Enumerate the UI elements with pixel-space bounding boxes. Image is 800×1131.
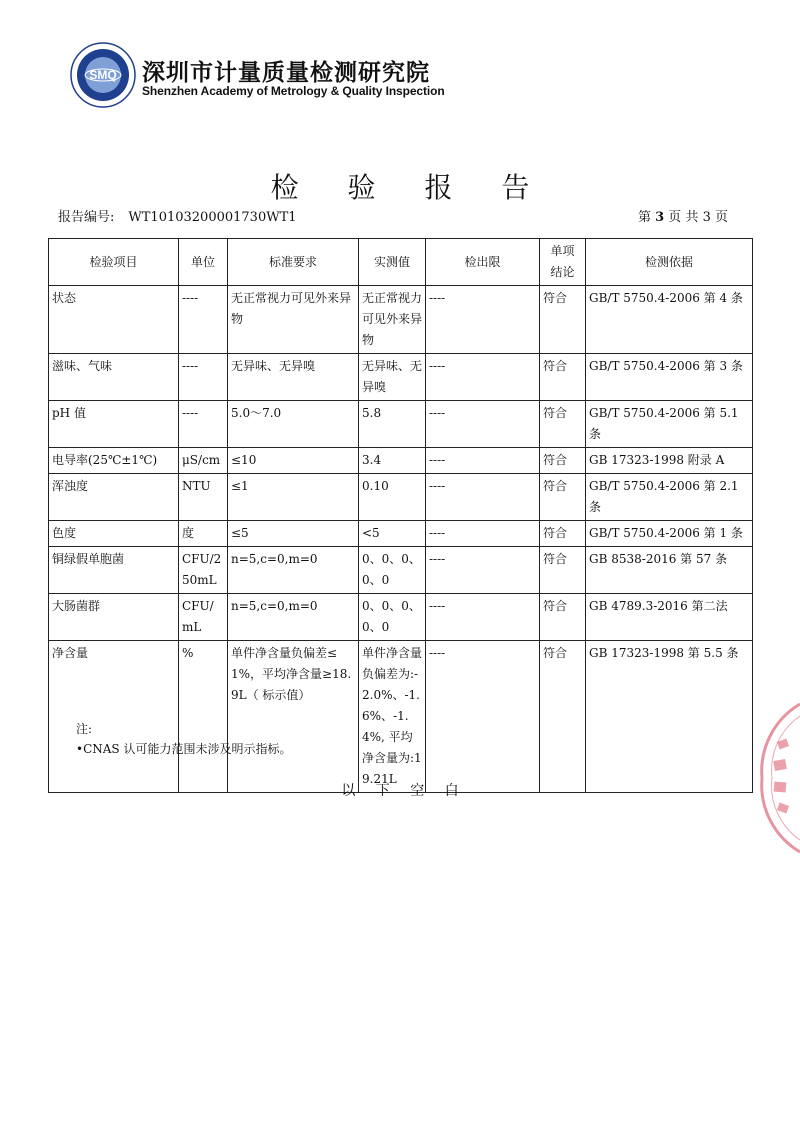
- cell-col-unit: ----: [179, 401, 228, 448]
- cell-col-detection-limit: ----: [426, 354, 540, 401]
- header-col-detection-limit: 检出限: [426, 239, 540, 286]
- header-col-standard: 标准要求: [228, 239, 359, 286]
- cell-col-standard: 无正常视力可见外来异物: [228, 286, 359, 354]
- cell-col-measured: 单件净含量负偏差为:-2.0%、-1.6%、-1.4%, 平均净含量为:19.21L: [359, 641, 426, 793]
- cell-col-standard: ≤1: [228, 474, 359, 521]
- cell-col-unit: μS/cm: [179, 448, 228, 474]
- report-title: 检 验 报 告: [270, 171, 550, 204]
- cell-col-method: GB/T 5750.4-2006 第 5.1 条: [586, 401, 753, 448]
- cell-col-conclusion: 符合: [540, 547, 586, 594]
- cell-col-measured: 0、0、0、0、0: [359, 547, 426, 594]
- cell-col-conclusion: 符合: [540, 641, 586, 793]
- inspection-table: [48, 238, 753, 793]
- header-col-unit: 单位: [179, 239, 228, 286]
- table-row: [49, 354, 753, 401]
- table-row: [49, 448, 753, 474]
- report-number: [58, 206, 297, 225]
- table-row: [49, 521, 753, 547]
- cell-col-standard: 5.0～7.0: [228, 401, 359, 448]
- cell-col-detection-limit: ----: [426, 521, 540, 547]
- page-prefix: 第: [637, 210, 651, 225]
- svg-text:SMQ: SMQ: [89, 68, 117, 82]
- cell-col-measured: 无异味、无异嗅: [359, 354, 426, 401]
- cell-col-item: 电导率(25℃±1℃): [49, 448, 179, 474]
- page-current: 3: [655, 210, 665, 225]
- header-col-measured: 实测值: [359, 239, 426, 286]
- cell-col-item: 浑浊度: [49, 474, 179, 521]
- cell-col-method: GB/T 5750.4-2006 第 1 条: [586, 521, 753, 547]
- cell-col-detection-limit: ----: [426, 547, 540, 594]
- cell-col-measured: 0.10: [359, 474, 426, 521]
- page-total: 3: [702, 210, 711, 225]
- header-col-item: 检验项目: [49, 239, 179, 286]
- cell-col-measured: 5.8: [359, 401, 426, 448]
- cell-col-method: GB/T 5750.4-2006 第 2.1 条: [586, 474, 753, 521]
- table-row: [49, 474, 753, 521]
- report-number-value: WT10103200001730WT1: [128, 210, 297, 225]
- cell-col-item: 净含量: [49, 641, 179, 793]
- page-indicator: [638, 206, 728, 225]
- cell-col-conclusion: 符合: [540, 521, 586, 547]
- cell-col-method: GB 4789.3-2016 第二法: [586, 594, 753, 641]
- cell-col-measured: 无正常视力可见外来异物: [359, 286, 426, 354]
- cell-col-unit: ----: [179, 354, 228, 401]
- note-line: •CNAS 认可能力范围未涉及明示指标。: [76, 742, 292, 756]
- cell-col-detection-limit: ----: [426, 474, 540, 521]
- page-suffix: 页: [714, 210, 728, 225]
- cell-col-standard: n=5,c=0,m=0: [228, 594, 359, 641]
- report-number-label: 报告编号:: [58, 210, 115, 225]
- note-label: 注:: [76, 722, 93, 736]
- smq-logo: [70, 42, 136, 108]
- org-name-en: Shenzhen Academy of Metrology & Quality Inspection: [142, 84, 445, 98]
- blank-below-marker: 以 下 空 白: [341, 783, 467, 799]
- cell-col-item: 色度: [49, 521, 179, 547]
- cell-col-method: GB/T 5750.4-2006 第 4 条: [586, 286, 753, 354]
- cell-col-detection-limit: ----: [426, 641, 540, 793]
- cell-col-conclusion: 符合: [540, 401, 586, 448]
- cell-col-unit: CFU/250mL: [179, 547, 228, 594]
- cell-col-detection-limit: ----: [426, 448, 540, 474]
- cell-col-item: 状态: [49, 286, 179, 354]
- cell-col-measured: 0、0、0、0、0: [359, 594, 426, 641]
- table-row: [49, 547, 753, 594]
- cell-col-conclusion: 符合: [540, 286, 586, 354]
- cell-col-method: GB 8538-2016 第 57 条: [586, 547, 753, 594]
- cell-col-method: GB 17323-1998 第 5.5 条: [586, 641, 753, 793]
- table-row: [49, 594, 753, 641]
- cell-col-detection-limit: ----: [426, 286, 540, 354]
- cell-col-item: 滋味、气味: [49, 354, 179, 401]
- cell-col-standard: ≤10: [228, 448, 359, 474]
- cell-col-standard: 单件净含量负偏差≤1%，平均净含量≥18.9L（ 标示值）: [228, 641, 359, 793]
- cell-col-unit: ----: [179, 286, 228, 354]
- page-mid: 页 共: [668, 210, 699, 225]
- cell-col-conclusion: 符合: [540, 354, 586, 401]
- cell-col-conclusion: 符合: [540, 448, 586, 474]
- cell-col-unit: NTU: [179, 474, 228, 521]
- table-row: [49, 401, 753, 448]
- red-seal-stamp: [752, 700, 800, 860]
- org-name-zh: 深圳市计量质量检测研究院: [142, 60, 430, 86]
- cell-col-method: GB 17323-1998 附录 A: [586, 448, 753, 474]
- cell-col-detection-limit: ----: [426, 401, 540, 448]
- cell-col-standard: 无异味、无异嗅: [228, 354, 359, 401]
- header-col-conclusion: 单项 结论: [540, 239, 586, 286]
- table-row: [49, 641, 753, 793]
- cell-col-detection-limit: ----: [426, 594, 540, 641]
- cell-col-method: GB/T 5750.4-2006 第 3 条: [586, 354, 753, 401]
- header-col-method: 检测依据: [586, 239, 753, 286]
- cell-col-unit: 度: [179, 521, 228, 547]
- cell-col-conclusion: 符合: [540, 594, 586, 641]
- cell-col-unit: %: [179, 641, 228, 793]
- cell-col-unit: CFU/mL: [179, 594, 228, 641]
- cell-col-item: 大肠菌群: [49, 594, 179, 641]
- table-row: [49, 286, 753, 354]
- cell-col-measured: 3.4: [359, 448, 426, 474]
- cell-col-standard: ≤5: [228, 521, 359, 547]
- table-header-row: [49, 239, 753, 286]
- cell-col-conclusion: 符合: [540, 474, 586, 521]
- cell-col-item: pH 值: [49, 401, 179, 448]
- cell-col-measured: <5: [359, 521, 426, 547]
- cell-col-standard: n=5,c=0,m=0: [228, 547, 359, 594]
- cell-col-item: 铜绿假单胞菌: [49, 547, 179, 594]
